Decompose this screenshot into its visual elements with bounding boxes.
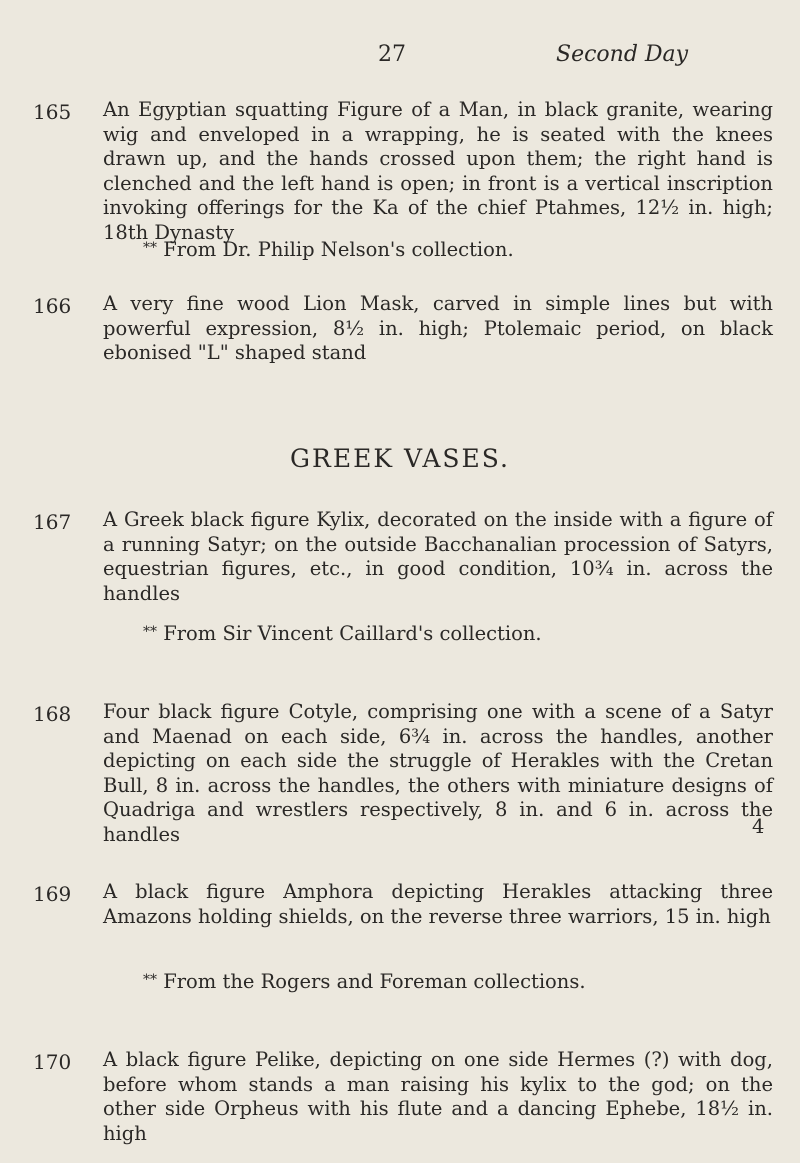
lot-number: 165 [33, 100, 72, 124]
lot-description: Four black figure Cotyle, comprising one with a scene of a Satyr and Maenad on each side, 6¾ in. across the handles, another depicting on each side the struggle of Herakles with the Cretan Bull, 8 in. across the handles, the others with miniature designs of Quadriga and wrestlers respectively, 8 in. and 6 in. across the handles [103, 700, 773, 846]
lot-number: 169 [33, 882, 72, 906]
page-header [0, 42, 800, 72]
lot-count: 4 [752, 815, 765, 838]
page-number: 27 [378, 42, 406, 67]
lot-number: 166 [33, 294, 72, 318]
lot-number: 167 [33, 510, 72, 534]
provenance-text: From Dr. Philip Nelson's collection. [163, 238, 514, 261]
lot-description: An Egyptian squatting Figure of a Man, in black granite, wearing wig and enveloped in a wrapping, he is seated with the knees drawn up, and the hands crossed upon them; the right hand is clenched and the left hand is open; in front is a vertical inscription invoking offerings for the Ka of the chief Ptahmes, 12½ in. high; 18th Dynasty [103, 98, 773, 244]
note-mark: ** [143, 240, 157, 256]
provenance-text: From the Rogers and Foreman collections. [163, 970, 586, 993]
provenance-note [143, 622, 542, 645]
note-mark: ** [143, 972, 157, 988]
provenance-text: From Sir Vincent Caillard's collection. [163, 622, 542, 645]
lot-number: 168 [33, 702, 72, 726]
lot-description: A very fine wood Lion Mask, carved in simple lines but with powerful expression, 8½ in. high; Ptolemaic period, on black ebonised "L" shaped stand [103, 292, 773, 364]
lot-number: 170 [33, 1050, 72, 1074]
lot-description: A black figure Amphora depicting Herakles attacking three Amazons holding shields, on the reverse three warriors, 15 in. high [103, 880, 773, 928]
note-mark: ** [143, 624, 157, 640]
provenance-note [143, 970, 586, 993]
section-title: GREEK VASES. [290, 444, 510, 473]
provenance-note [143, 238, 514, 261]
lot-description: A black figure Pelike, depicting on one side Hermes (?) with dog, before whom stands a man raising his kylix to the god; on the other side Orpheus with his flute and a dancing Ephebe, 18½ in. high [103, 1048, 773, 1145]
sale-day-title: Second Day [556, 42, 689, 67]
lot-description: A Greek black figure Kylix, decorated on the inside with a figure of a running Satyr; on the outside Bacchanalian procession of Satyrs, equestrian figures, etc., in good condition, 10¾ in. across the handles [103, 508, 773, 605]
